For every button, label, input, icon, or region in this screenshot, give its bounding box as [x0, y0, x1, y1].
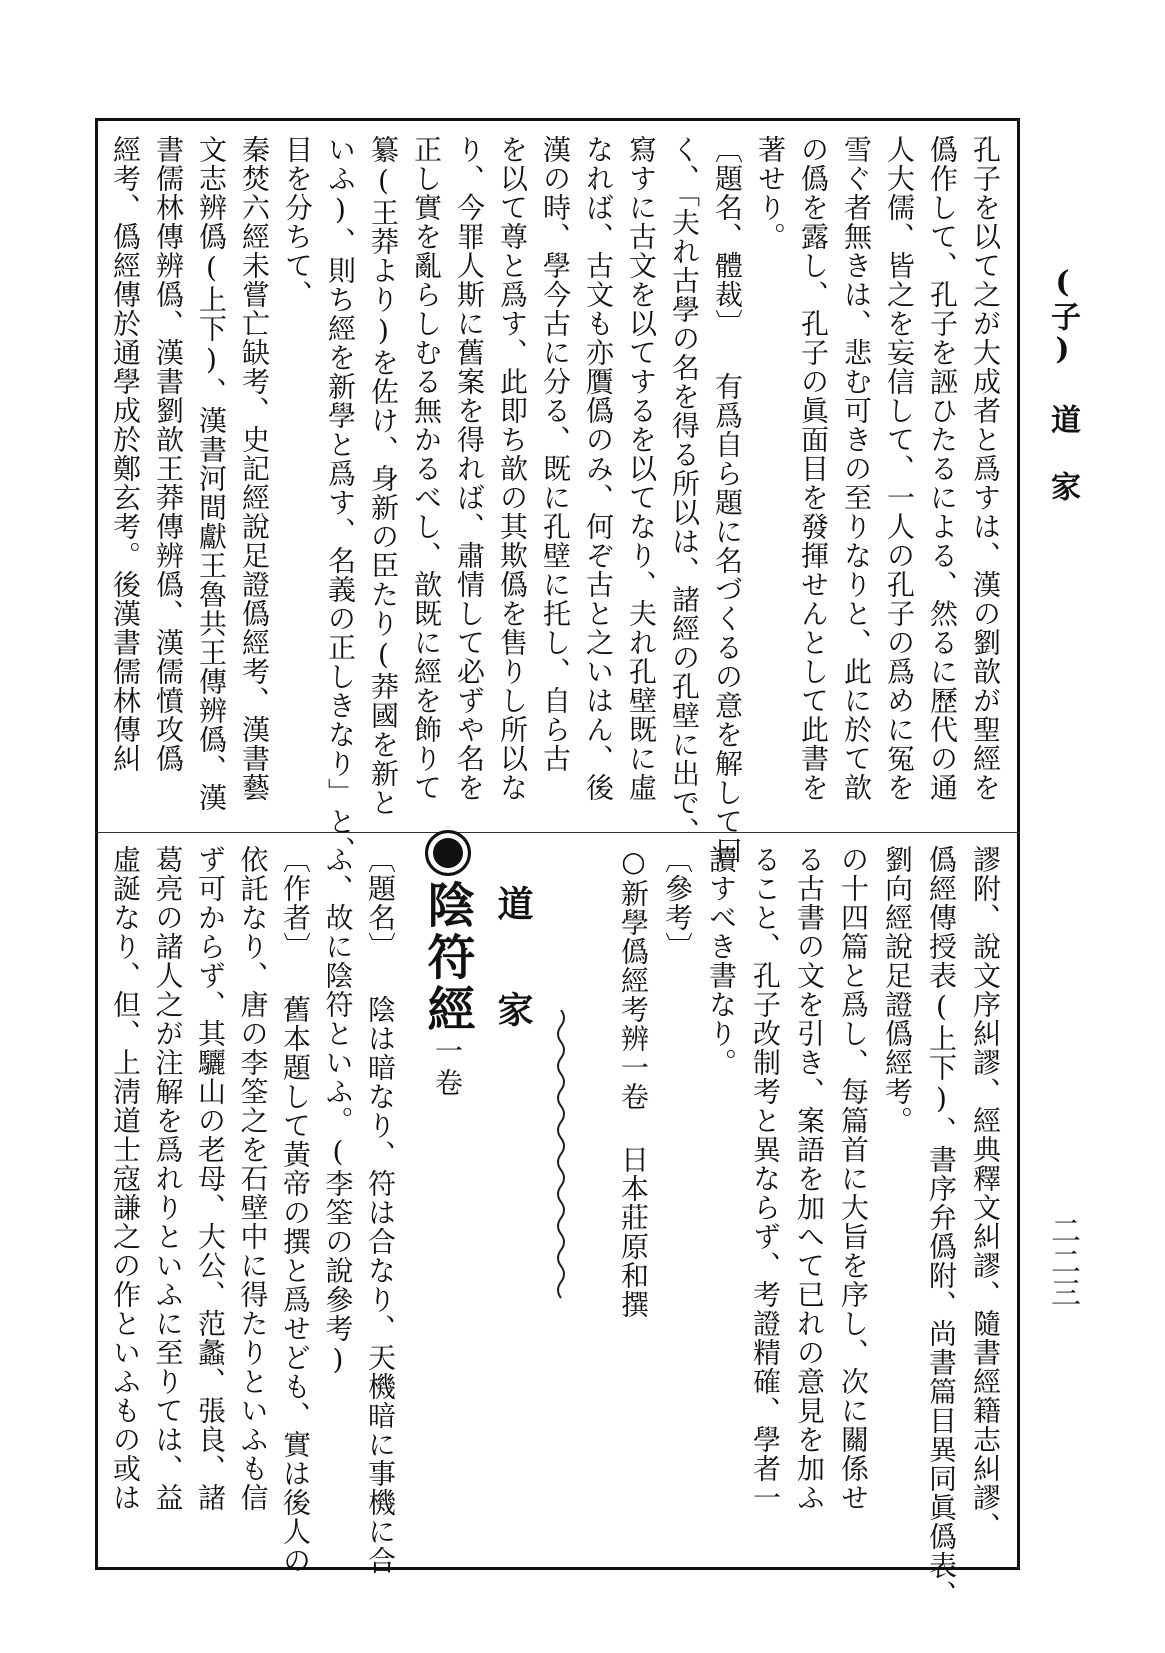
text-column: り、今罪人斯に舊案を得れば、肅情して必ずや名を — [453, 135, 486, 802]
text-column: 虛誕なり、但、上淸道士寇謙之の作といふもの或は — [109, 845, 142, 1512]
book-title — [413, 880, 482, 1100]
text-column: 孔子を以て之が大成者と爲すは、漢の劉歆が聖經を — [969, 135, 1002, 802]
text-column: 正し實を亂らしむる無かるべし、歆既に經を飾りて — [410, 135, 443, 802]
text-column: 纂(王莽より)を佐け、身新の臣たり(莽國を新と — [367, 135, 400, 817]
page-number: 二二三 — [1045, 1215, 1080, 1308]
text-column: 雪ぐ者無きは、悲む可きの至りなりと、此に於て歆 — [840, 135, 873, 802]
text-column: 經考、僞經傳於通學成於鄭玄考。後漢書儒林傳糾 — [109, 135, 142, 773]
text-column: いふ)、則ち經を新學と爲す、名義の正しきなり」と、 — [324, 135, 357, 865]
section-title: 道 家 — [492, 885, 534, 1041]
section-divider — [95, 832, 1020, 833]
text-column: ふ、故に陰符といふ。(李筌の說參考) — [321, 845, 355, 1377]
text-column: 僞作して、孔子を誣ひたるによる、然るに歷代の通 — [926, 135, 959, 802]
text-column: 漢の時、學今古に分る、既に孔壁に托し、自ら古 — [539, 135, 572, 773]
text-column: 目を分ちて、 — [281, 135, 314, 309]
text-column: を以て尊と爲す、此即ち歆の其欺僞を售りし所以な — [496, 135, 529, 802]
text-column: 寫すに古文を以てするを以てなり、夫れ孔壁既に虛 — [625, 135, 658, 802]
book-volume: 一卷 — [431, 1036, 464, 1100]
text-column: 葛亮の諸人之が注解を爲れりといふに至りては、益 — [151, 845, 185, 1512]
text-column: 著せり。 — [754, 135, 787, 251]
text-column: 〔題名、體裁〕 有爲自ら題に名づくるの意を解して曰 — [711, 135, 744, 865]
text-column: 〔作者〕 舊本題して黃帝の撰と爲せども、實は後人の — [279, 845, 312, 1575]
book-title-text: 陰符經 — [419, 880, 475, 1036]
text-column: 人大儒、皆之を妄信して、一人の孔子の爲めに冤を — [883, 135, 916, 802]
text-column: の僞を露し、孔子の眞面目を發揮せんとして此書を — [797, 135, 830, 802]
bullet-icon — [425, 830, 471, 876]
reference-item: ○新學僞經考辨一卷 日本莊原和撰 — [617, 845, 650, 1319]
text-column: く、「夫れ古學の名を得る所以は、諸經の孔壁に出で、 — [668, 135, 701, 846]
reference-label: 〔參考〕 — [661, 845, 694, 961]
text-column: の十四篇と爲し、每篇首に大旨を序し、次に關係せ — [837, 845, 870, 1512]
text-column: 依託なり、唐の李筌之を石壁中に得たりといふも信 — [236, 845, 270, 1512]
wavy-divider — [550, 1010, 572, 1310]
text-column: 謬附、說文序糾謬、經典釋文糾謬、隨書經籍志糾謬、 — [969, 845, 1002, 1541]
text-column: 讀すべき書なり。 — [705, 845, 738, 1077]
text-column: ず可からず、其驪山の老母、大公、范蠡、張良、諸 — [194, 845, 227, 1512]
text-column: 僞經傳授表(上下)、書序弁僞附、尚書篇目異同眞僞表、 — [925, 845, 958, 1609]
header-label: (子) 道 家 — [1045, 265, 1080, 502]
text-column: ること、孔子改制考と異ならず、考證精確、學者一 — [749, 845, 782, 1512]
text-column: 〔題名〕 陰は暗なり、符は合なり、天機暗に事機に合 — [364, 845, 397, 1575]
text-column: なれば、古文も亦贋僞のみ、何ぞ古と之いはん、後 — [582, 135, 615, 802]
text-column: る古書の文を引き、案語を加へて已れの意見を加ふ — [793, 845, 826, 1512]
text-column: 文志辨僞(上下)、漢書河間獻王魯共王傳辨僞、漢 — [195, 135, 228, 812]
text-column: 書儒林傳辨僞、漢書劉歆王莽傳辨僞、漢儒憤攻僞 — [152, 135, 185, 773]
text-column: 秦焚六經未嘗亡缺考、史記經說足證僞經考、漢書藝 — [238, 135, 271, 802]
text-column: 劉向經說足證僞經考。 — [881, 845, 914, 1135]
